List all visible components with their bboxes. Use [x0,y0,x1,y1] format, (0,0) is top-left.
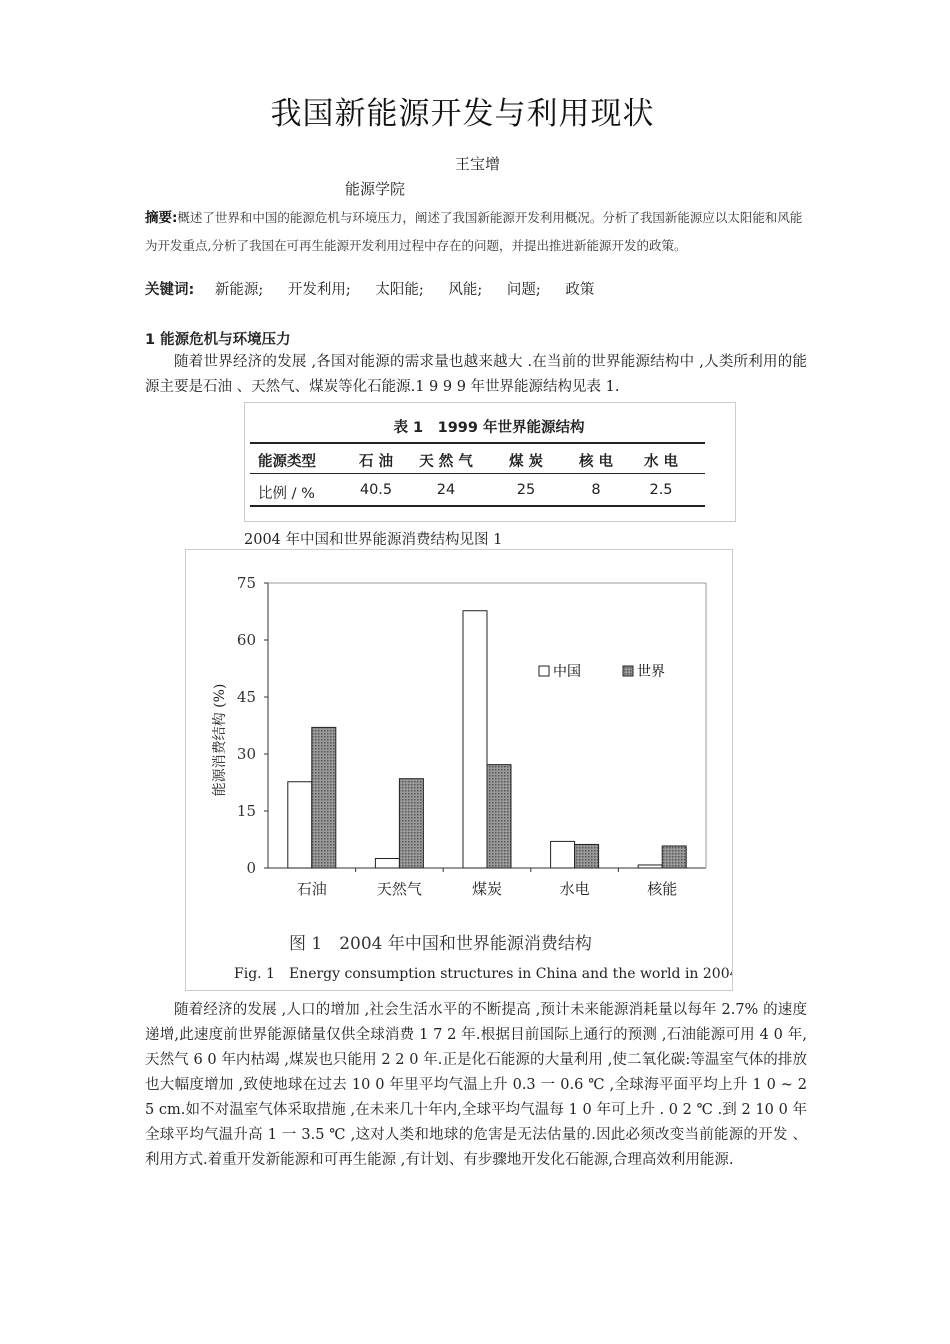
bar-world [662,846,686,868]
x-tick-label: 天然气 [376,880,422,898]
y-tick-label: 45 [236,688,256,706]
bar-china [375,859,399,869]
table-header-cell: 核 电 [578,454,614,470]
table-mid-rule [250,473,705,474]
bar-china [638,865,662,868]
y-tick-label: 75 [236,574,256,592]
x-tick-label: 核能 [647,880,678,898]
keyword: 问题; [506,282,541,298]
bar-china [288,782,312,868]
table-cell: 8 [591,482,601,498]
x-tick-label: 煤炭 [471,880,503,898]
bar-china [551,841,575,868]
table-header-cell: 能源类型 [258,454,316,470]
paper-title: 我国新能源开发与利用现状 [270,96,655,132]
table-header-cell: 石 油 [358,454,394,470]
bar-chart [186,550,732,990]
abstract-label: 摘要: [145,210,178,226]
x-tick-label: 石油 [296,880,327,898]
y-axis-label: 能源消费结构 (%) [212,683,228,797]
bar-world [487,765,511,868]
paragraph-2: 随着经济的发展 ,人口的增加 ,社会生活水平的不断提高 ,预计未来能源消耗量以每年 2.7% 的速度递增,此速度前世界能源储量仅供全球消费 1 7 2 年.根据目前国际上通行的预测 ,石油能源可用 4 0 年,天然气 6 0 年内枯竭 ,煤炭也只能用 2 2 0 年.正是化石能源的大量利用 ,使二氧化碳:等温室气体的排放也大幅度增加 ,致使地球在过去 10 0 年里平均气温上升 0.3 一 0.6 ℃ ,全球海平面平均上升 1 0 ~ 2 5 cm.如不对温室气体采取措施 ,在未来几十年内,全球平均气温每 1 0 年可上升 . 0 2 ℃ .到 2 10 0 年全球平均气温升高 1 一 3.5 ℃ ,这对人类和地球的危害是无法估量的.因此必须改变当前能源的开发 、利用方式.着重开发新能源和可再生能源 ,有计划、有步骤地开发化石能源,合理高效利用能源. [145,1002,807,1168]
legend-swatch-world [623,666,633,676]
bar-china [463,611,487,868]
keyword: 政策 [565,282,595,298]
table-cell: 25 [516,482,536,498]
keyword: 开发利用; [287,282,351,298]
keywords-label: 关键词: [145,282,195,298]
table-row [258,482,698,503]
abstract [145,204,813,259]
y-tick-label: 30 [236,745,256,763]
legend-label-china: 中国 [553,664,581,680]
table-header-row [258,450,698,471]
bar-world [312,727,336,868]
table-cell: 24 [436,482,456,498]
figure-frame [185,549,733,991]
table-header-cell: 天 然 气 [419,454,473,470]
abstract-text: 概述了世界和中国的能源危机与环境压力，阐述了我国新能源开发利用概况。分析了我国新能源应以太阳能和风能为开发重点,分析了我国在可再生能源开发利用过程中存在的问题，并提出推进新能源开发的政策。 [145,210,803,253]
y-tick-label: 0 [246,859,256,877]
section-heading: 1 能源危机与环境压力 [145,332,291,348]
keyword: 太阳能; [375,282,424,298]
author: 王宝增 [455,155,501,173]
y-tick-label: 60 [236,631,256,649]
table-header-cell: 煤 炭 [508,454,544,470]
affiliation: 能源学院 [345,180,406,198]
keywords [145,278,614,299]
table-header-cell: 水 电 [643,454,679,470]
paragraph-1: 随着世界经济的发展 ,各国对能源的需求量也越来越大 .在当前的世界能源结构中 ,人类所利用的能源主要是石油 、天然气、煤炭等化石能源.1 9 9 9 年世界能源结构见表 1. [145,354,807,395]
table-caption: 表 1 1999 年世界能源结构 [393,420,585,436]
figure-title-cn: 图 1 2004 年中国和世界能源消费结构 [289,934,592,954]
keyword: 新能源; [214,282,264,298]
legend-swatch-china [539,666,549,676]
table-top-rule [250,442,705,444]
bar-world [399,779,423,868]
table-cell: 2.5 [649,482,673,498]
table-bottom-rule [250,505,705,507]
legend-label-world: 世界 [637,664,665,680]
table-cell: 40.5 [359,482,393,498]
x-tick-label: 水电 [559,880,590,898]
keyword: 风能; [448,282,483,298]
y-tick-label: 15 [236,802,256,820]
figure-title-en: Fig. 1 Energy consumption structures in China and the world in 2004 [234,966,732,982]
table-cell: 比例 / % [258,486,315,502]
figure-reference: 2004 年中国和世界能源消费结构见图 1 [244,532,503,548]
bar-world [575,844,599,868]
